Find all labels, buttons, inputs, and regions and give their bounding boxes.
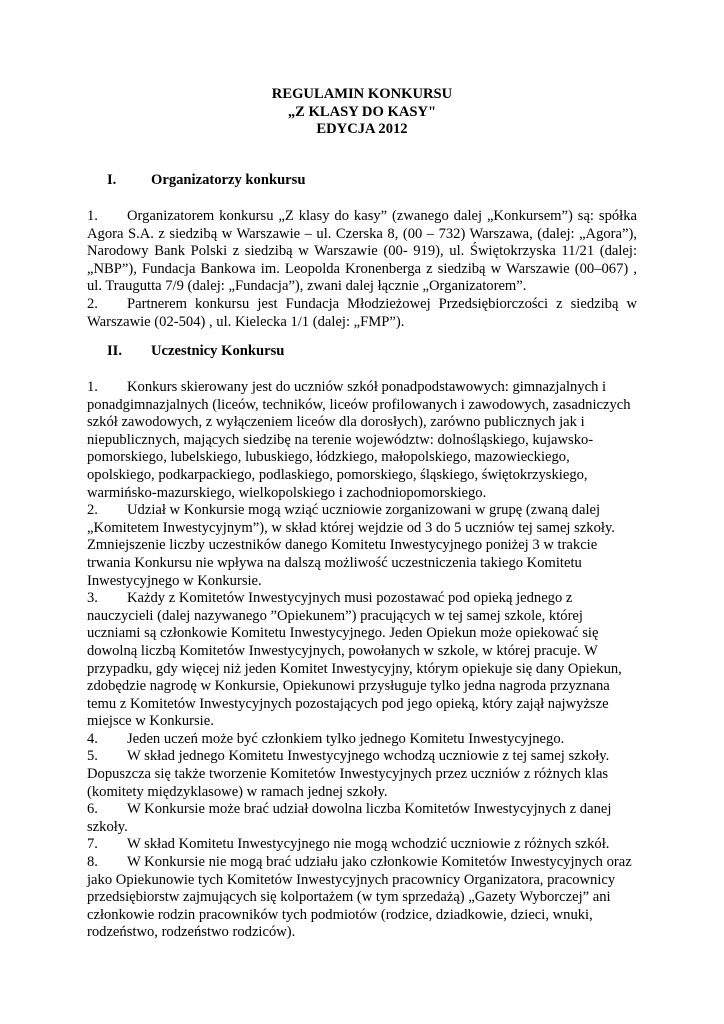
list-item [87, 502, 637, 590]
list-item [87, 748, 637, 801]
section-number: I. [107, 172, 117, 188]
item-text: Partnerem konkursu jest Fundacja Młodzieżowej Przedsiębiorczości z siedzibą w Warszawie (02-504) , ul. Kielecka 1/1 (dalej: „FMP”). [87, 295, 637, 330]
section-title: Uczestnicy Konkursu [151, 343, 285, 359]
list-item [87, 379, 637, 502]
item-number: 1. [87, 208, 98, 224]
item-number: 6. [87, 801, 98, 818]
item-text: Konkurs skierowany jest do uczniów szkół ponadpodstawowych: gimnazjalnych i ponadgimnazjalnych (liceów, techników, liceów profilowanych i zawodowych, zasadniczych szkół zawodowych, z wyłączeniem liceów dla dorosłych), zarówno publicznych jak i niepublicznych, mających siedzibę na terenie województw: dolnośląskiego, kujawsko-pomorskiego, lubelskiego, lubuskiego, łódzkiego, małopolskiego, mazowieckiego, opolskiego, podkarpackiego, podlaskiego, pomorskiego, śląskiego, świętokrzyskiego, warmińsko-mazurskiego, wielkopolskiego i zachodniopomorskiego. [87, 379, 631, 501]
title-line-3: EDYCJA 2012 [316, 121, 408, 138]
list-item [87, 854, 637, 942]
item-number: 7. [87, 836, 98, 853]
item-text: W skład Komitetu Inwestycyjnego nie mogą wchodzić uczniowie z różnych szkół. [127, 836, 610, 853]
section-body-organizers [87, 208, 637, 331]
list-item [87, 731, 637, 749]
section-heading-organizers [107, 172, 305, 190]
item-number: 5. [87, 748, 98, 765]
list-item [87, 590, 637, 731]
item-number: 2. [87, 295, 98, 312]
list-item [87, 296, 637, 331]
section-heading-participants [107, 343, 284, 361]
item-number: 4. [87, 730, 98, 747]
item-number: 1. [87, 379, 98, 395]
item-number: 2. [87, 502, 98, 519]
list-item [87, 801, 637, 836]
item-text: W Konkursie nie mogą brać udziału jako członkowie Komitetów Inwestycyjnych oraz jako Opiekunowie tych Komitetów Inwestycyjnych pracownicy Organizatora, pracownicy przedsiębiorstw zajmujących się kolportażem (w tym sprzedażą) „Gazety Wyborczej” ani członkowie rodzin pracowników tych podmiotów (rodzice, dziadkowie, dzieci, wnuki, rodzeństwo, rodzeństwo rodziców). [87, 854, 632, 941]
title-line-1: REGULAMIN KONKURSU [271, 86, 453, 102]
item-text: Każdy z Komitetów Inwestycyjnych musi pozostawać pod opieką jednego z nauczycieli (dalej nazywanego ”Opiekunem”) pracujących w tej samej szkole, której uczniami są członkowie Komitetu Inwestycyjnego. Jeden Opiekun może opiekować się dowolną liczbą Komitetów Inwestycyjnych, powołanych w szkole, w której pracuje. W przypadku, gdy więcej niż jeden Komitet Inwestycyjny, którym opiekuje się dany Opiekun, zdobędzie nagrodę w Konkursie, Opiekunowi przysługuje tylko jedna nagroda przyznana temu z Komitetów Inwestycyjnych pozostających pod jego opieką, który zajął najwyższe miejsce w Konkursie. [87, 590, 622, 730]
item-text: W skład jednego Komitetu Inwestycyjnego wchodzą uczniowie z tej samej szkoły. Dopuszcza się także tworzenie Komitetów Inwestycyjnych przez uczniów z różnych klas (komitety międzyklasowe) w ramach jednej szkoły. [87, 748, 610, 800]
item-text: Organizatorem konkursu „Z klasy do kasy” (zwanego dalej „Konkursem”) są: spółka Agora S.A. z siedzibą w Warszawie – ul. Czerska 8, (00 – 732) Warszawa, (dalej: „Agora”), Narodowy Bank Polski z siedzibą w Warszawie (00- 919), ul. Świętokrzyska 11/21 (dalej: „NBP”), Fundacja Bankowa im. Leopolda Kronenberga z siedzibą w Warszawie (00–067) , ul. Traugutta 7/9 (dalej: „Fundacja”), zwani dalej łącznie „Organizatorem”. [87, 208, 637, 295]
item-text: Udział w Konkursie mogą wziąć uczniowie zorganizowani w grupę (zwaną dalej „Komitetem Inwestycyjnym”), w skład której wejdzie od 3 do 5 uczniów tej samej szkoły. Zmniejszenie liczby uczestników danego Komitetu Inwestycyjnego poniżej 3 w trakcie trwania Konkursu nie wpływa na dalszą możliwość uczestniczenia takiego Komitetu Inwestycyjnego w Konkursie. [87, 502, 615, 589]
item-number: 3. [87, 590, 98, 607]
item-number: 8. [87, 854, 98, 871]
item-text: W Konkursie może brać udział dowolna liczba Komitetów Inwestycyjnych z danej szkoły. [87, 801, 612, 835]
list-item [87, 208, 637, 296]
section-number: II. [107, 343, 123, 359]
document-title [0, 86, 724, 139]
section-body-participants [87, 379, 637, 942]
title-line-2: „Z KLASY DO KASY" [287, 103, 437, 120]
section-title: Organizatorzy konkursu [151, 172, 306, 188]
list-item [87, 836, 637, 854]
item-text: Jeden uczeń może być członkiem tylko jednego Komitetu Inwestycyjnego. [127, 730, 565, 747]
